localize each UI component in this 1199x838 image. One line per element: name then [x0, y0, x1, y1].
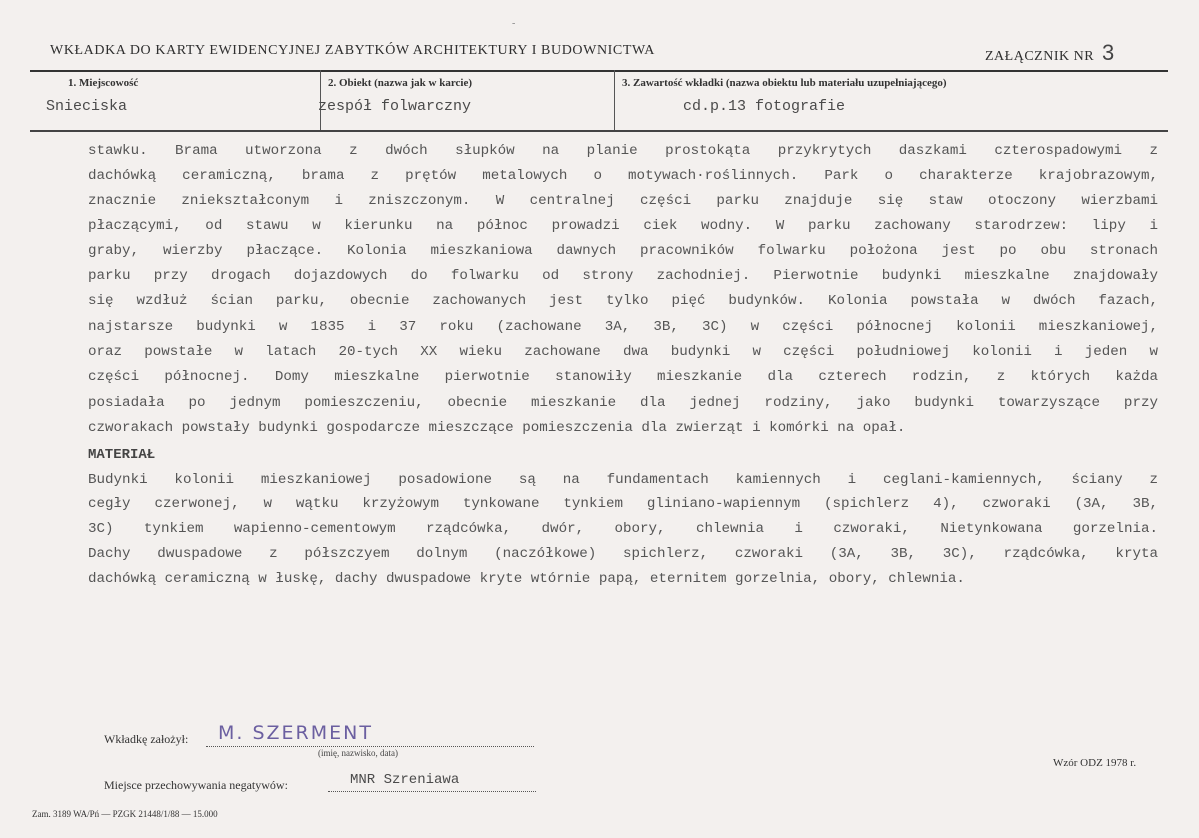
- body-line: czworakach powstały budynki gospodarcze mieszczące pomieszczenia dla zwierząt i komórki na opał.: [88, 420, 906, 436]
- material-line: dachówką ceramiczną w łuskę, dachy dwuspadowe kryte wtórnie papą, eternitem gorzelnia, obory, chlewnia.: [88, 571, 965, 587]
- author-signature: M. SZERMENT: [218, 722, 373, 744]
- content-label: 3. Zawartość wkładki (nazwa obiektu lub materiału uzupełniającego): [622, 77, 947, 89]
- form-title: WKŁADKA DO KARTY EWIDENCYJNEJ ZABYTKÓW ARCHITEKTURY I BUDOWNICTWA: [50, 43, 655, 58]
- attachment-number: 3: [1102, 40, 1115, 65]
- attachment-label: ZAŁĄCZNIK NR: [985, 49, 1095, 64]
- material-line: Budynki kolonii mieszkaniowej posadowione są na fundamentach kamiennych i ceglani-kamiennych, ściany z: [88, 472, 1158, 488]
- negatives-label: Miejsce przechowywania negatywów:: [104, 778, 288, 792]
- locality-label: 1. Miejscowość: [68, 77, 139, 89]
- locality-value: Snieciska: [46, 98, 128, 115]
- body-line: stawku. Brama utworzona z dwóch słupków na planie prostokąta przykrytych daszkami czterospadowymi z: [88, 143, 1158, 159]
- object-label: 2. Obiekt (nazwa jak w karcie): [328, 77, 473, 89]
- object-value: zespół folwarczny: [318, 98, 472, 115]
- author-caption: (imię, nazwisko, data): [318, 748, 398, 758]
- attachment-label-block: [985, 40, 1115, 66]
- material-line: Dachy dwuspadowe z półszczyem dolnym (naczółkowe) spichlerz, czworaki (3A, 3B, 3C), rządcówka, kryta: [88, 546, 1158, 562]
- body-line: płaczącymi, od stawu w kierunku na północ prowadzi ciek wodny. W parku zachowany starodrzew: lipy i: [88, 218, 1158, 234]
- form-reference: Wzór ODZ 1978 r.: [1053, 757, 1137, 769]
- print-footer: Zam. 3189 WA/Pń — PZGK 21448/1/88 — 15.000: [32, 809, 218, 819]
- body-line: najstarsze budynki w 1835 i 37 roku (zachowane 3A, 3B, 3C) w części północnej kolonii mieszkaniowej,: [88, 319, 1158, 335]
- author-dotted-line: [206, 746, 534, 747]
- body-line: parku przy drogach dojazdowych do folwarku od strony zachodniej. Pierwotnie budynki mieszkalne znajdowały: [88, 268, 1158, 284]
- material-line: cegły czerwonej, w wątku krzyżowym tynkowane tynkiem gliniano-wapiennym (spichlerz 4), czworaki (3A, 3B,: [88, 496, 1158, 512]
- header-rule: [30, 70, 1168, 72]
- content-value: cd.p.13 fotografie: [683, 98, 846, 115]
- material-line: 3C) tynkiem wapienno-cementowym rządcówka, dwór, obory, chlewnia i czworaki, Nietynkowana gorzelnia.: [88, 521, 1158, 537]
- body-line: oraz powstałe w latach 20-tych XX wieku zachowane dwa budynki w części południowej kolonii i jeden w: [88, 344, 1158, 360]
- material-heading: MATERIAŁ: [88, 447, 156, 463]
- body-line: graby, wierzby płaczące. Kolonia mieszkaniowa dawnych pracowników folwarku położona jest po obu stronach: [88, 243, 1158, 259]
- body-line: się wzdłuż ścian parku, obecnie zachowanych jest tylko pięć budynków. Kolonia powstała w dwóch fazach,: [88, 293, 1158, 309]
- section-rule: [30, 130, 1168, 132]
- created-by-label: Wkładkę założył:: [104, 732, 189, 746]
- body-line: znacznie zniekształconym i zniszczonym. W centralnej części parku znajduje się staw otoczony wierzbami: [88, 193, 1158, 209]
- negatives-dotted-line: [328, 791, 536, 792]
- field-divider-2: [614, 70, 615, 130]
- corner-mark: -: [512, 18, 516, 29]
- body-line: posiadała po jednym pomieszczeniu, obecnie mieszkanie dla jednej rodziny, jako budynki towarzyszące przy: [88, 395, 1158, 411]
- negatives-value: MNR Szreniawa: [350, 772, 460, 788]
- body-line: części północnej. Domy mieszkalne pierwotnie stanowiły mieszkanie dla czterech rodzin, z których każda: [88, 369, 1158, 385]
- body-line: dachówką ceramiczną, brama z prętów metalowych o motywach·roślinnych. Park o charakterze krajobrazowym,: [88, 168, 1158, 184]
